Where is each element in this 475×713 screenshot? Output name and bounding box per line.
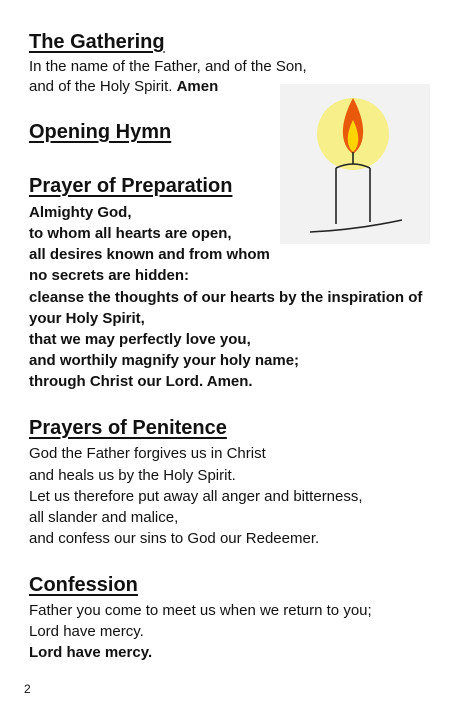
penitence-line-1: God the Father forgives us in Christ <box>29 445 266 462</box>
preparation-line-2: to whom all hearts are open, <box>29 225 232 242</box>
gathering-response: Amen <box>176 78 219 95</box>
confession-response: Lord have mercy. <box>29 644 153 661</box>
confession-line-2: Lord have mercy. <box>29 623 144 640</box>
preparation-line-4: no secrets are hidden: <box>29 267 190 284</box>
heading-confession: Confession <box>29 574 138 596</box>
penitence-line-4: all slander and malice, <box>29 509 179 526</box>
candle-icon <box>280 84 430 244</box>
preparation-line-5: cleanse the thoughts of our hearts by the inspiration of <box>29 289 423 306</box>
confession-line-1: Father you come to meet us when we return to you; <box>29 602 372 619</box>
page-number: 2 <box>24 682 31 696</box>
gathering-line-1: In the name of the Father, and of the Son, <box>29 58 307 75</box>
preparation-line-8: and worthily magnify your holy name; <box>29 352 300 369</box>
penitence-line-5: and confess our sins to God our Redeemer. <box>29 530 320 547</box>
preparation-line-3: all desires known and from whom <box>29 246 270 263</box>
gathering-line-2-text: and of the Holy Spirit. <box>29 78 177 95</box>
heading-prayer-of-preparation: Prayer of Preparation <box>29 175 233 197</box>
penitence-line-3: Let us therefore put away all anger and bitterness, <box>29 488 363 505</box>
heading-prayers-of-penitence: Prayers of Penitence <box>29 417 227 439</box>
penitence-line-2: and heals us by the Holy Spirit. <box>29 467 236 484</box>
preparation-line-7: that we may perfectly love you, <box>29 331 251 348</box>
preparation-line-9: through Christ our Lord. Amen. <box>29 373 253 390</box>
preparation-line-1: Almighty God, <box>29 204 132 221</box>
heading-opening-hymn: Opening Hymn <box>29 121 172 143</box>
gathering-line-2 <box>29 77 218 97</box>
heading-the-gathering: The Gathering <box>29 31 165 53</box>
preparation-line-6: your Holy Spirit, <box>29 310 145 327</box>
